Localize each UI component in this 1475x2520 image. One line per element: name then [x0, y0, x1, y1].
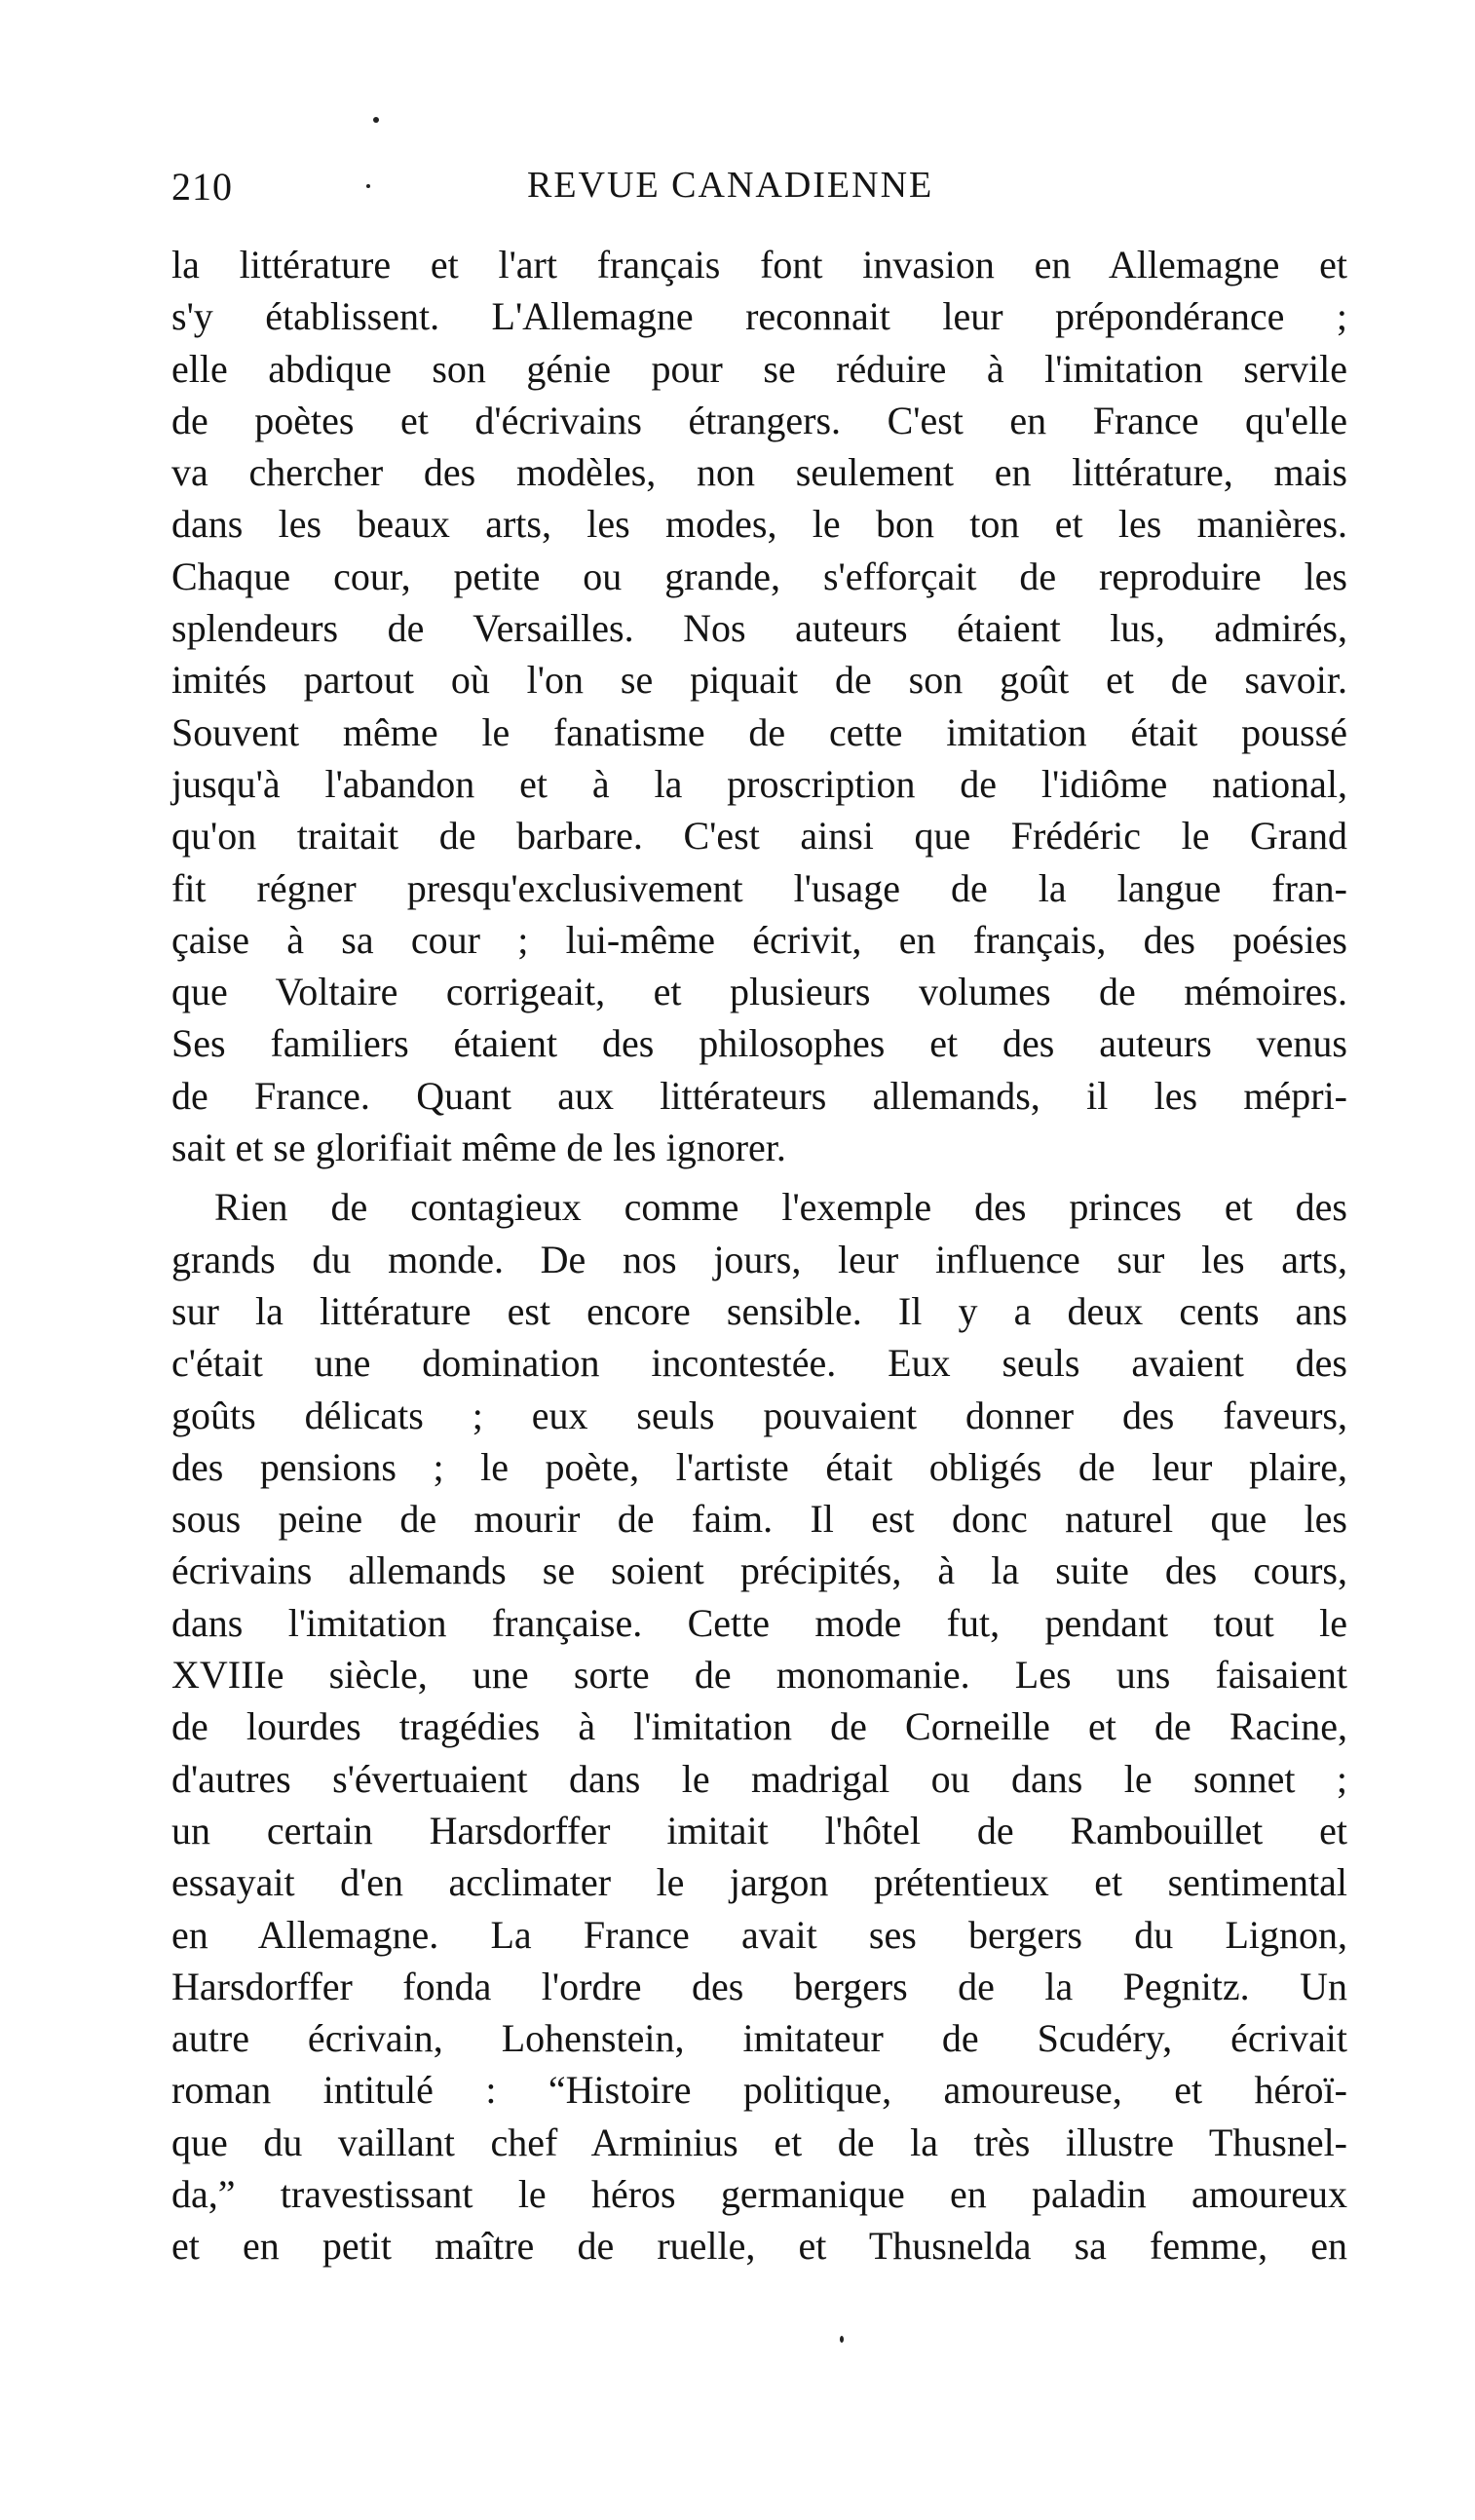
page-number: 210 [171, 165, 233, 209]
text-line: Souvent même le fanatisme de cette imitation était poussé [171, 709, 1347, 754]
page-header [171, 164, 1360, 218]
text-line: çaise à sa cour ; lui-même écrivit, en français, des poésies [171, 917, 1347, 962]
text-line: dans les beaux arts, les modes, le bon ton et les manières. [171, 502, 1347, 547]
text-line: grands du monde. De nos jours, leur influence sur les arts, [171, 1237, 1347, 1281]
text-line: de lourdes tragédies à l'imitation de Corneille et de Racine, [171, 1704, 1347, 1749]
paragraph-first-line: Rien de contagieux comme l'exemple des princes et des [214, 1185, 1347, 1230]
text-line: de France. Quant aux littérateurs allemands, il les mépri- [171, 1073, 1347, 1118]
text-line: essayait d'en acclimater le jargon prétentieux et sentimental [171, 1860, 1347, 1905]
text-line: fit régner presqu'exclusivement l'usage de la langue fran- [171, 865, 1347, 910]
text-line: s'y établissent. L'Allemagne reconnait leur prépondérance ; [171, 294, 1347, 339]
text-line: d'autres s'évertuaient dans le madrigal ou dans le sonnet ; [171, 1756, 1347, 1801]
text-line: XVIIIe siècle, une sorte de monomanie. Les uns faisaient [171, 1653, 1347, 1698]
text-line: la littérature et l'art français font invasion en Allemagne et [171, 243, 1347, 286]
text-line: c'était une domination incontestée. Eux seuls avaient des [171, 1341, 1347, 1386]
text-line: dans l'imitation française. Cette mode fut, pendant tout le [171, 1600, 1347, 1645]
text-line: et en petit maître de ruelle, et Thusnelda sa femme, en [171, 2224, 1347, 2269]
text-line: da,” travestissant le héros germanique en paladin amoureux [171, 2171, 1347, 2216]
text-line: va chercher des modèles, non seulement en littérature, mais [171, 450, 1347, 495]
text-line: autre écrivain, Lohenstein, imitateur de Scudéry, écrivait [171, 2016, 1347, 2061]
text-line: qu'on traitait de barbare. C'est ainsi que Frédéric le Grand [171, 814, 1347, 859]
text-line: elle abdique son génie pour se réduire à l'imitation servile [171, 346, 1347, 391]
text-line: sur la littérature est encore sensible. Il y a deux cents ans [171, 1288, 1347, 1333]
text-line: Ses familiers étaient des philosophes et des auteurs venus [171, 1021, 1347, 1066]
text-line: Chaque cour, petite ou grande, s'efforçait de reproduire les [171, 554, 1347, 598]
text-line: jusqu'à l'abandon et à la proscription de l'idiôme national, [171, 761, 1347, 806]
text-line: roman intitulé : “Histoire politique, amoureuse, et héroï- [171, 2068, 1347, 2113]
ink-speck [373, 117, 379, 123]
text-line: goûts délicats ; eux seuls pouvaient donner des faveurs, [171, 1393, 1347, 1437]
text-line: sous peine de mourir de faim. Il est donc naturel que les [171, 1497, 1347, 1542]
running-title: REVUE CANADIENNE [527, 165, 934, 206]
text-line: en Allemagne. La France avait ses bergers du Lignon, [171, 1912, 1347, 1957]
paragraph-last-line: sait et se glorifiait même de les ignorer. [171, 1126, 786, 1170]
text-line: splendeurs de Versailles. Nos auteurs étaient lus, admirés, [171, 606, 1347, 651]
body-text [171, 239, 1347, 2272]
text-line: des pensions ; le poète, l'artiste était obligés de leur plaire, [171, 1444, 1347, 1489]
text-line: de poètes et d'écrivains étrangers. C'est en France qu'elle [171, 398, 1347, 442]
ink-speck [840, 2336, 844, 2343]
text-line: que du vaillant chef Arminius et de la très illustre Thusnel- [171, 2119, 1347, 2164]
text-line: un certain Harsdorffer imitait l'hôtel de Rambouillet et [171, 1808, 1347, 1852]
text-line: écrivains allemands se soient précipités, à la suite des cours, [171, 1548, 1347, 1593]
text-line: imités partout où l'on se piquait de son goût et de savoir. [171, 658, 1347, 703]
text-line: Harsdorffer fonda l'ordre des bergers de la Pegnitz. Un [171, 1964, 1347, 2008]
text-line: que Voltaire corrigeait, et plusieurs volumes de mémoires. [171, 970, 1347, 1014]
